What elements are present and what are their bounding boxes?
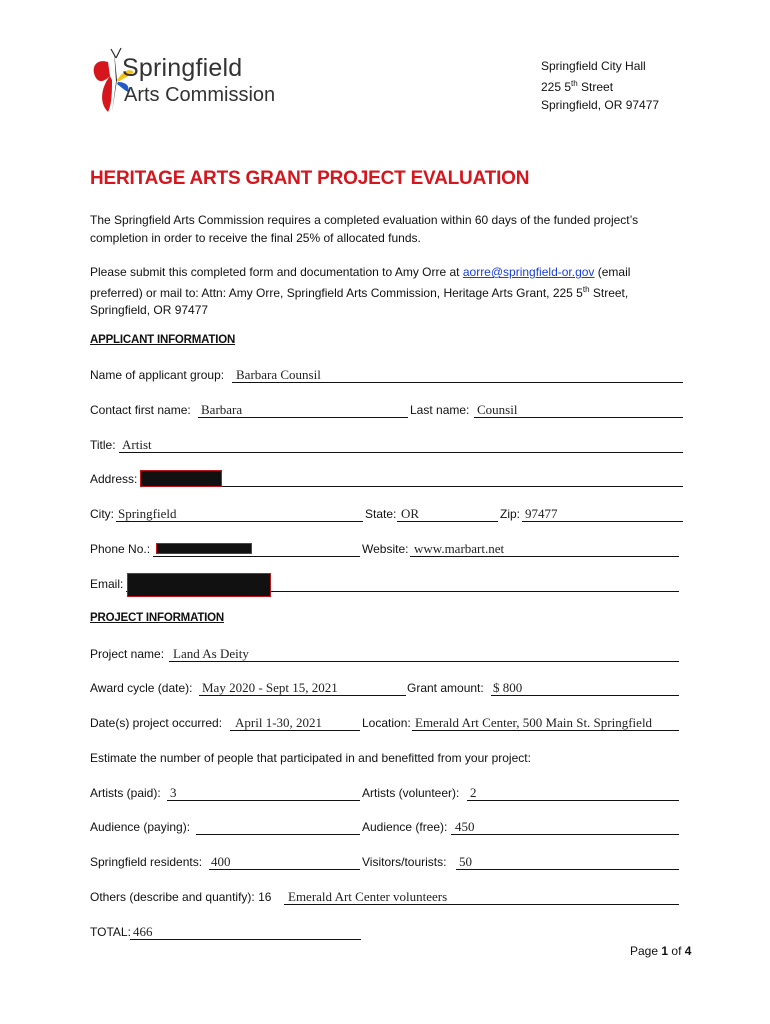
total-label: TOTAL: — [90, 925, 131, 939]
location-label: Location: — [362, 716, 411, 730]
visitors-label: Visitors/tourists: — [362, 855, 447, 869]
applicant-group-value: Barbara Counsil — [236, 367, 321, 382]
project-dates-value: April 1-30, 2021 — [235, 715, 323, 730]
project-name-label: Project name: — [90, 647, 165, 661]
city-label: City: — [90, 507, 114, 521]
state-value: OR — [401, 506, 420, 521]
intro-paragraph-2: Please submit this completed form and documentation to Amy Orre at aorre@springfield-or.gov (email preferred) or mail to: Attn: Amy Orre, Springfield Arts Commission, Heritage Arts Grant, 225 5th Street, Springfield, OR 97477 — [90, 265, 631, 317]
award-cycle-label: Award cycle (date): — [90, 681, 193, 695]
page-number: Page 1 of 4 — [630, 944, 692, 958]
header-address — [541, 57, 659, 114]
others-value: Emerald Art Center volunteers — [288, 889, 448, 904]
state-label: State: — [365, 507, 397, 521]
city-value: Springfield — [118, 506, 177, 521]
others-label: Others (describe and quantify): 16 — [90, 890, 272, 904]
email-label: Email: — [90, 577, 124, 591]
project-dates-label: Date(s) project occurred: — [90, 716, 223, 730]
artists-volunteer-field[interactable] — [467, 785, 679, 801]
artists-volunteer-label: Artists (volunteer): — [362, 786, 460, 800]
intro-paragraph-1: The Springfield Arts Commission requires a completed evaluation within 60 days of the funded project’s completion in order to receive the final 25% of allocated funds. — [90, 213, 639, 245]
total-field[interactable] — [130, 924, 361, 940]
address-redaction — [140, 470, 222, 487]
award-cycle-value: May 2020 - Sept 15, 2021 — [202, 680, 338, 695]
last-name-label: Last name: — [410, 403, 470, 417]
artists-paid-field[interactable] — [167, 785, 360, 801]
residents-value: 400 — [211, 854, 231, 869]
residents-label: Springfield residents: — [90, 855, 203, 869]
title-label: Title: — [90, 438, 116, 452]
zip-value: 97477 — [525, 506, 558, 521]
applicant-section-title: APPLICANT INFORMATION — [90, 334, 236, 346]
address-label: Address: — [90, 472, 138, 486]
address-line1: Springfield City Hall — [541, 59, 646, 73]
first-name-label: Contact first name: — [90, 403, 191, 417]
visitors-value: 50 — [459, 854, 472, 869]
artists-volunteer-value: 2 — [470, 785, 477, 800]
logo — [90, 46, 310, 118]
project-name-value: Land As Deity — [173, 646, 249, 661]
audience-free-value: 450 — [455, 819, 475, 834]
logo-line1: Springfield — [122, 54, 243, 82]
project-section-title: PROJECT INFORMATION — [90, 612, 224, 624]
logo-line2: Arts Commission — [124, 84, 276, 106]
address-line3: Springfield, OR 97477 — [541, 98, 660, 112]
title-field[interactable] — [119, 437, 683, 453]
audience-paying-label: Audience (paying): — [90, 820, 191, 834]
website-label: Website: — [362, 542, 409, 556]
grant-amount-value: $ 800 — [493, 680, 523, 695]
title-value: Artist — [122, 437, 152, 452]
zip-label: Zip: — [500, 507, 521, 521]
location-value: Emerald Art Center, 500 Main St. Springfield — [415, 715, 653, 730]
grant-amount-label: Grant amount: — [407, 681, 484, 695]
website-value: www.marbart.net — [414, 541, 505, 556]
first-name-value: Barbara — [201, 402, 243, 417]
email-link[interactable]: aorre@springfield-or.gov — [462, 265, 595, 279]
phone-redaction — [156, 543, 252, 554]
phone-label: Phone No.: — [90, 542, 151, 556]
last-name-value: Counsil — [477, 402, 518, 417]
applicant-group-label: Name of applicant group: — [90, 368, 225, 382]
email-redaction — [127, 573, 271, 597]
audience-free-field[interactable] — [451, 819, 679, 835]
address-line2: 225 5th Street — [541, 79, 614, 94]
residents-field[interactable] — [209, 854, 360, 870]
artists-paid-label: Artists (paid): — [90, 786, 161, 800]
total-value: 466 — [133, 924, 153, 939]
estimate-instructions: Estimate the number of people that participated in and benefitted from your project: — [90, 751, 531, 765]
visitors-field[interactable] — [456, 854, 679, 870]
audience-free-label: Audience (free): — [362, 820, 448, 834]
artists-paid-value: 3 — [170, 785, 177, 800]
audience-paying-field[interactable] — [196, 819, 360, 835]
page-title: HERITAGE ARTS GRANT PROJECT EVALUATION — [90, 168, 530, 189]
